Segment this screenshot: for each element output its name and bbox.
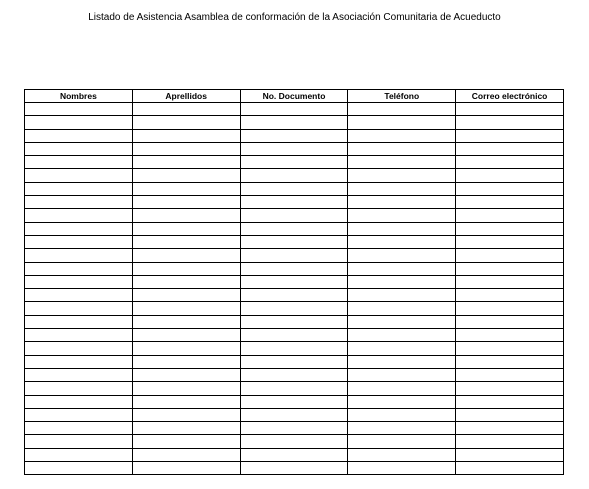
attendance-rows [25,103,564,475]
table-row [25,182,564,195]
table-cell [348,142,456,155]
table-row [25,329,564,342]
table-cell [132,448,240,461]
table-cell [132,156,240,169]
table-cell [456,275,564,288]
table-cell [25,249,133,262]
table-cell [456,382,564,395]
table-cell [348,462,456,475]
table-cell [132,182,240,195]
table-cell [132,422,240,435]
table-cell [456,156,564,169]
table-cell [25,169,133,182]
table-cell [240,289,348,302]
table-row [25,342,564,355]
table-cell [25,408,133,421]
table-cell [240,342,348,355]
table-row [25,196,564,209]
table-cell [348,262,456,275]
table-row [25,209,564,222]
table-cell [456,222,564,235]
table-cell [132,435,240,448]
table-cell [348,382,456,395]
table-cell [240,262,348,275]
table-cell [456,302,564,315]
table-row [25,142,564,155]
table-row [25,408,564,421]
table-cell [240,329,348,342]
table-cell [240,116,348,129]
table-cell [240,408,348,421]
table-cell [348,129,456,142]
table-cell [456,196,564,209]
table-cell [456,355,564,368]
table-cell [132,262,240,275]
table-cell [25,382,133,395]
table-cell [456,289,564,302]
table-cell [132,408,240,421]
table-cell [25,262,133,275]
table-cell [348,355,456,368]
table-cell [132,103,240,116]
table-cell [456,448,564,461]
table-cell [240,315,348,328]
table-cell [348,209,456,222]
table-cell [132,302,240,315]
table-cell [132,342,240,355]
table-cell [456,129,564,142]
table-cell [25,156,133,169]
table-cell [132,235,240,248]
table-cell [348,275,456,288]
table-cell [132,116,240,129]
table-row [25,435,564,448]
table-row [25,368,564,381]
table-cell [25,355,133,368]
table-cell [456,315,564,328]
column-header-apellidos: Aprellidos [132,90,240,103]
table-cell [132,382,240,395]
table-cell [132,395,240,408]
table-cell [132,209,240,222]
table-cell [240,448,348,461]
table-cell [25,462,133,475]
table-cell [25,329,133,342]
table-cell [25,422,133,435]
table-cell [456,342,564,355]
table-cell [456,329,564,342]
table-header-row [25,90,564,103]
table-cell [240,275,348,288]
table-cell [240,103,348,116]
table-cell [240,422,348,435]
table-cell [348,235,456,248]
table-cell [456,422,564,435]
table-row [25,315,564,328]
table-cell [348,342,456,355]
table-cell [348,435,456,448]
table-cell [348,169,456,182]
table-row [25,116,564,129]
table-cell [240,462,348,475]
table-cell [348,182,456,195]
table-cell [25,196,133,209]
column-header-correo: Correo electrónico [456,90,564,103]
table-cell [348,448,456,461]
table-cell [348,329,456,342]
table-row [25,129,564,142]
table-cell [25,129,133,142]
table-row [25,249,564,262]
table-cell [240,129,348,142]
table-cell [240,302,348,315]
table-cell [25,142,133,155]
table-cell [456,116,564,129]
table-cell [456,103,564,116]
table-cell [348,103,456,116]
column-header-telefono: Teléfono [348,90,456,103]
table-cell [240,435,348,448]
table-cell [25,435,133,448]
table-cell [456,435,564,448]
table-row [25,235,564,248]
table-cell [132,368,240,381]
table-cell [456,408,564,421]
table-row [25,422,564,435]
table-cell [240,368,348,381]
table-cell [132,355,240,368]
table-cell [132,169,240,182]
attendance-table [24,89,564,475]
column-header-documento: No. Documento [240,90,348,103]
table-cell [456,368,564,381]
table-cell [25,235,133,248]
table-cell [456,182,564,195]
table-cell [348,289,456,302]
table-cell [348,368,456,381]
table-cell [348,249,456,262]
table-row [25,302,564,315]
table-row [25,103,564,116]
table-cell [240,142,348,155]
table-cell [132,315,240,328]
table-cell [240,169,348,182]
table-cell [456,209,564,222]
table-cell [456,142,564,155]
table-cell [25,448,133,461]
table-cell [132,129,240,142]
table-cell [25,395,133,408]
table-cell [25,289,133,302]
table-cell [348,315,456,328]
table-cell [240,156,348,169]
table-cell [456,235,564,248]
table-cell [348,302,456,315]
table-cell [348,422,456,435]
table-cell [240,382,348,395]
table-cell [240,355,348,368]
document-title: Listado de Asistencia Asamblea de conformación de la Asociación Comunitaria de Acueducto [88,12,501,23]
table-cell [348,222,456,235]
table-row [25,355,564,368]
table-row [25,169,564,182]
table-cell [240,249,348,262]
table-cell [240,235,348,248]
table-cell [25,103,133,116]
table-cell [132,289,240,302]
table-cell [240,395,348,408]
table-cell [456,262,564,275]
table-cell [25,315,133,328]
table-row [25,382,564,395]
table-cell [240,222,348,235]
table-cell [456,395,564,408]
column-header-nombres: Nombres [25,90,133,103]
table-cell [456,462,564,475]
table-cell [25,116,133,129]
table-cell [25,182,133,195]
table-row [25,156,564,169]
table-row [25,222,564,235]
table-cell [25,275,133,288]
table-cell [240,182,348,195]
table-cell [25,342,133,355]
table-cell [132,249,240,262]
table-cell [132,462,240,475]
table-cell [25,302,133,315]
table-cell [348,408,456,421]
table-cell [348,116,456,129]
table-row [25,289,564,302]
table-row [25,275,564,288]
table-row [25,448,564,461]
table-cell [25,222,133,235]
table-cell [132,222,240,235]
table-cell [348,395,456,408]
table-cell [132,142,240,155]
table-cell [132,329,240,342]
table-cell [132,196,240,209]
table-cell [132,275,240,288]
table-row [25,395,564,408]
table-cell [25,209,133,222]
table-cell [456,249,564,262]
table-row [25,462,564,475]
table-cell [348,156,456,169]
table-cell [240,196,348,209]
table-cell [240,209,348,222]
table-row [25,262,564,275]
table-cell [25,368,133,381]
table-cell [348,196,456,209]
table-cell [456,169,564,182]
